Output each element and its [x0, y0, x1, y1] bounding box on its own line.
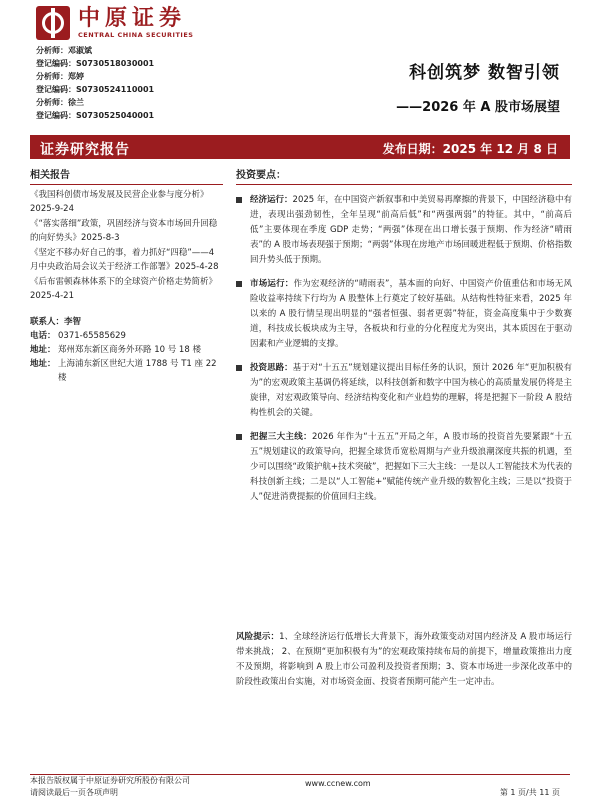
square-bullet-icon: [236, 365, 242, 371]
contact-address-row: 地址： 上海浦东新区世纪大道 1788 号 T1 座 22 楼: [30, 359, 217, 383]
investment-point: 投资思路：基于对“十五五”规划建议提出目标任务的认识，预计 2026 年“更加积极有为”的宏观政策主基调仍将延续，以科技创新和数字中国为核心的高质量发展仍将是主旋律，对宏观政策导向、经济结构变化和产业趋势的理解，将是把握下一阶段 A 股结构性机会的关键。: [236, 361, 572, 421]
risk-label: 风险提示：: [236, 632, 280, 642]
related-report-link[interactable]: 《后布雷顿森林体系下的全球资产价格走势简析》2025-4-21: [30, 277, 218, 301]
logo-icon: [36, 6, 70, 40]
square-bullet-icon: [236, 434, 242, 440]
contact-block: [30, 315, 223, 385]
footer-notice: [30, 775, 190, 799]
logo-en-text: CENTRAL CHINA SECURITIES: [78, 31, 194, 39]
investment-point: 市场运行：作为宏观经济的“晴雨表”，基本面的向好、中国资产价值重估和市场无风险收益率持续下行均为 A 股整体上行奠定了较好基础。从结构性特征来看，2025 年以来的 A 股行情呈现出明显的“强者恒强、弱者更弱”特征，资金高度集中于少数赛道，科技成长板块成为主导，各板块和行业的分化程度尤为突出，其本质因在于驱动因素和产业逻辑的支撑。: [236, 277, 572, 352]
report-type: 证券研究报告: [40, 142, 130, 158]
related-reports-list: [30, 189, 223, 303]
investment-points: [236, 193, 572, 505]
publish-date: 发布日期：2025 年 12 月 8 日: [382, 142, 558, 156]
investment-point: 把握三大主线：2026 年作为“十五五”开局之年，A 股市场的投资首先要紧跟“十五五”规划建议的政策导向，把握全球货币宽松周期与产业升级浪潮深度共振的机遇，至少可以围绕“政策护航+技术突破”，把握如下三大主线：一是以人工智能技术为代表的科技创新主线；二是以“人工智能+”赋能传统产业升级的数智化主线；三是以“投资于人”促进消费提振的价值回归主线。: [236, 430, 572, 505]
report-title: 科创筑梦 数智引领: [409, 63, 560, 83]
related-reports-heading: 相关报告: [30, 166, 223, 185]
investment-point: 经济运行：2025 年，在中国资产新叙事和中美贸易再摩擦的背景下，中国经济稳中有进，表现出强劲韧性，全年呈现“前高后低”和“两强两弱”的特征。其中，“前高后低”主要体现在季度 GDP 走势；“两强”体现在出口增长强于预期、作为经济“晴雨表”的 A 股市场表现强于预期；“两弱”体现在房地产市场回暖进程低于预期、价格指数回升势头低于预期。: [236, 193, 572, 268]
contact-phone-row: 电话： 0371-65585629: [30, 331, 126, 341]
website-link[interactable]: www.ccnew.com: [305, 779, 371, 788]
report-subtitle: ——2026 年 A 股市场展望: [396, 100, 560, 115]
contact-address-row: 地址： 郑州郑东新区商务外环路 10 号 18 楼: [30, 345, 201, 355]
main-content: [236, 166, 572, 514]
disclaimer-text: 请阅读最后一页各项声明: [30, 788, 118, 797]
contact-person-row: 联系人： 李智: [30, 317, 82, 327]
company-logo: [36, 6, 193, 40]
related-report-link[interactable]: 《我国科创债市场发展及民营企业参与度分析》2025-9-24: [30, 190, 209, 214]
related-report-link[interactable]: 《“落实落细”政策，巩固经济与资本市场回升回稳的向好势头》2025-8-3: [30, 219, 218, 243]
logo-cn-text: 中原证券: [78, 6, 187, 31]
square-bullet-icon: [236, 197, 242, 203]
left-sidebar: [30, 166, 223, 385]
risk-warning: [236, 630, 572, 690]
risk-text: 1、全球经济运行低增长大背景下，海外政策变动对国内经济及 A 股市场运行带来挑战； 2、在预期“更加积极有为”的宏观政策持续布局的前提下，增量政策推出力度不及预期，将影响到 A 股上市公司盈利及投资者预期；3、资本市场进一步深化改革中的阶段性政策出台实施，对市场资金面、投资者预期可能产生一定冲击。: [236, 632, 572, 687]
report-banner: [30, 135, 570, 159]
copyright-text: 本报告版权属于中原证券研究所股份有限公司: [30, 776, 190, 785]
related-report-link[interactable]: 《坚定不移办好自己的事，着力抓好“四稳”——4 月中央政治局会议关于经济工作部署》2025-4-28: [30, 248, 219, 272]
analyst-name-row: 分析师：徐兰: [36, 98, 84, 107]
analyst-name-row: 分析师：邓淑斌: [36, 46, 92, 55]
page-number: 第 1 页/共 11 页: [499, 788, 560, 797]
investment-heading: 投资要点：: [236, 166, 572, 185]
analyst-reg-row: 登记编码：S0730525040001: [36, 111, 155, 120]
analyst-list: [36, 44, 154, 122]
analyst-reg-row: 登记编码：S0730518030001: [36, 59, 155, 68]
analyst-reg-row: 登记编码：S0730524110001: [36, 85, 155, 94]
analyst-name-row: 分析师：郑婷: [36, 72, 84, 81]
square-bullet-icon: [236, 281, 242, 287]
